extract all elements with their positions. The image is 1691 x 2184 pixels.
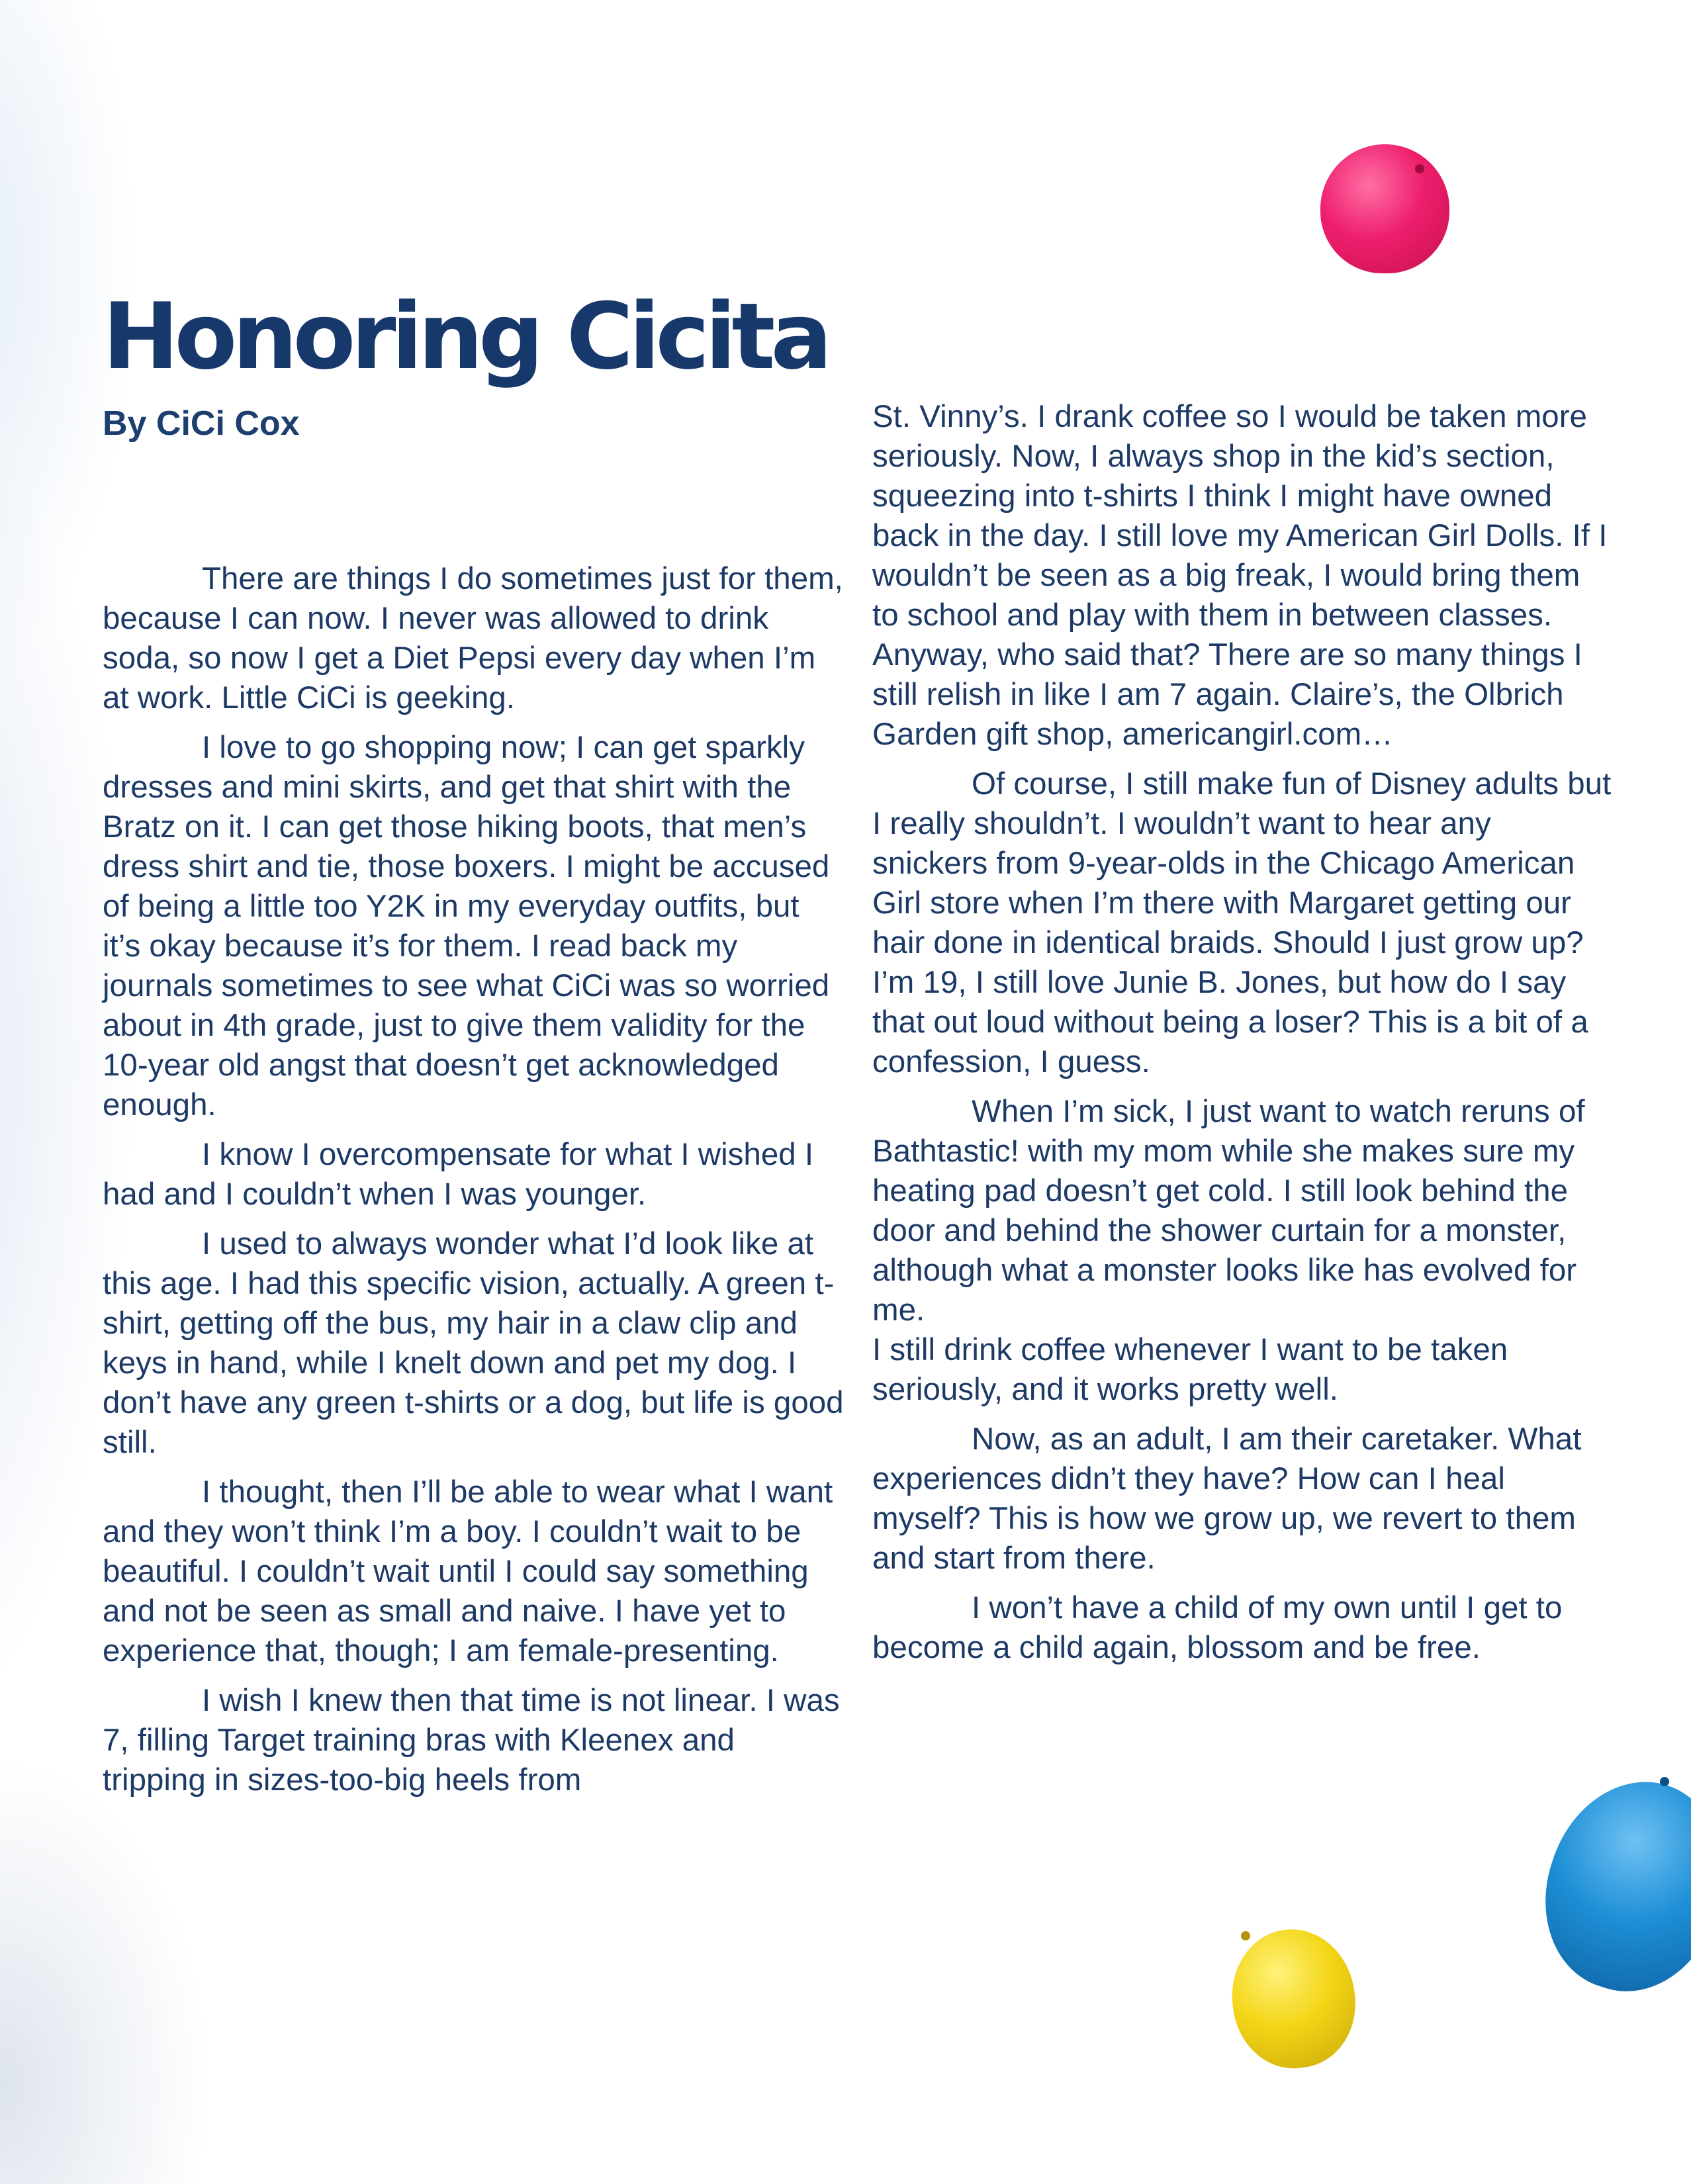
- yellow-balloon-knot: [1241, 1931, 1250, 1940]
- paragraph: I know I overcompensate for what I wished I had and I couldn’t when I was younger.: [103, 1137, 814, 1212]
- pink-balloon-image: [1320, 144, 1449, 273]
- paragraph-continuation: I still drink coffee whenever I want to be taken seriously, and it works pretty well.: [872, 1332, 1508, 1407]
- paragraph: I thought, then I’ll be able to wear what I want and they won’t think I’m a boy. I couldn’t wait to be beautiful. I couldn’t wait until I could say something and not be seen as small and naive. I have yet to experience that, though; I am female-presenting.: [103, 1475, 833, 1668]
- paragraph: Of course, I still make fun of Disney adults but I really shouldn’t. I wouldn’t want to hear any snickers from 9-year-olds in the Chicago American Girl store when I’m there with Margaret getting our hair done in identical braids. Should I just grow up? I’m 19, I still love Junie B. Jones, but how do I say that out loud without being a loser? This is a bit of a confession, I guess.: [872, 766, 1612, 1079]
- paragraph: I won’t have a child of my own until I get to become a child again, blossom and be free.: [872, 1590, 1563, 1665]
- article-title: Honoring Cicita: [103, 283, 828, 390]
- blue-balloon-knot: [1660, 1777, 1669, 1786]
- paragraph: There are things I do sometimes just for them, because I can now. I never was allowed to drink soda, so now I get a Diet Pepsi every day when I’m at work. Little CiCi is geeking.: [103, 561, 843, 715]
- yellow-balloon-image: [1223, 1921, 1363, 2076]
- blue-balloon-image: [1520, 1759, 1691, 2014]
- paragraph: I wish I knew then that time is not linear. I was 7, filling Target training bras with Kleenex and tripping in sizes-too-big heels from: [103, 1683, 840, 1797]
- article-column-left: [103, 559, 844, 1810]
- paragraph: When I’m sick, I just want to watch reruns of Bathtastic! with my mom while she makes sure my heating pad doesn’t get cold. I still look behind the door and behind the shower curtain for a monster, although what a monster looks like has evolved for me.: [872, 1094, 1585, 1328]
- pink-balloon-knot: [1415, 164, 1424, 173]
- paragraph: I used to always wonder what I’d look like at this age. I had this specific vision, actually. A green t-shirt, getting off the bus, my hair in a claw clip and keys in hand, while I knelt down and pet my dog. I don’t have any green t-shirts or a dog, but life is good still.: [103, 1226, 844, 1460]
- article-byline: By CiCi Cox: [103, 404, 300, 443]
- paragraph: I love to go shopping now; I can get sparkly dresses and mini skirts, and get that shirt with the Bratz on it. I can get those hiking boots, that men’s dress shirt and tie, those boxers. I might be accused of being a little too Y2K in my everyday outfits, but it’s okay because it’s for them. I read back my journals sometimes to see what CiCi was so worried about in 4th grade, just to give them validity for the 10-year old angst that doesn’t get acknowledged enough.: [103, 730, 830, 1122]
- paragraph-continued: St. Vinny’s. I drank coffee so I would be taken more seriously. Now, I always shop in the kid’s section, squeezing into t-shirts I think I might have owned back in the day. I still love my American Girl Dolls. If I wouldn’t be seen as a big freak, I would bring them to school and play with them in between classes. Anyway, who said that? There are so many things I still relish in like I am 7 again. Claire’s, the Olbrich Garden gift shop, americangirl.com…: [872, 399, 1608, 752]
- paragraph: Now, as an adult, I am their caretaker. What experiences didn’t they have? How can I heal myself? This is how we grow up, we revert to them and start from there.: [872, 1422, 1582, 1576]
- article-column-right: [872, 397, 1614, 1678]
